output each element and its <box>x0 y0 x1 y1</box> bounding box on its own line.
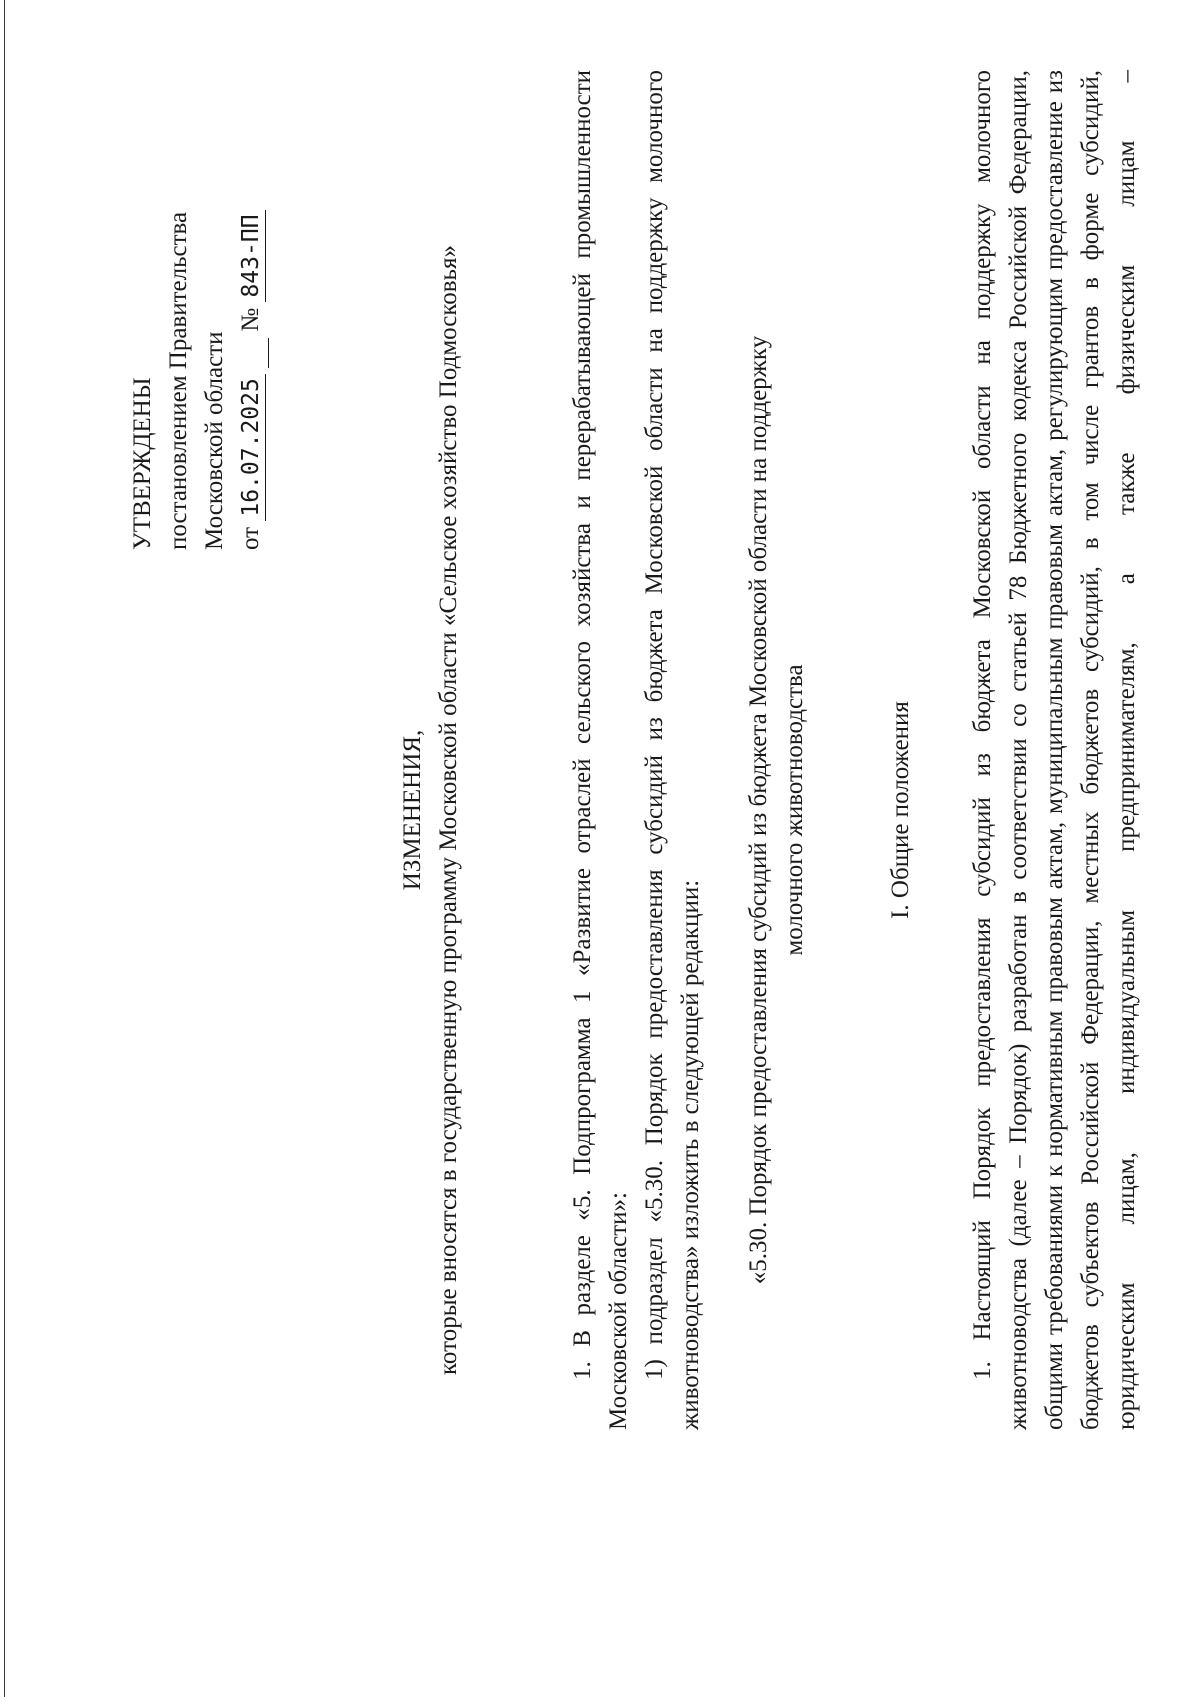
page-edge <box>4 0 5 1697</box>
approval-line-1: постановлением Правительства <box>165 211 192 550</box>
paragraph-2 <box>637 70 709 1430</box>
document-sheet <box>105 60 1185 1560</box>
number-sign: № <box>237 307 264 332</box>
paragraph-2-text: 1) подраздел «5.30. Порядок предоставления субсидий из бюджета Московской области на поддержку молочного животноводства» изложить в следующей редакции: <box>641 70 704 1430</box>
date-value: 16.07.2025 <box>237 374 266 520</box>
document-title <box>395 60 467 1560</box>
paragraph-3 <box>965 70 1145 1430</box>
paragraph-1-text: 1. В разделе «5. Подпрограмма 1 «Развитие отраслей сельского хозяйства и перерабатывающей промышленности Московской области»: <box>569 70 632 1430</box>
paragraph-1 <box>565 70 637 1430</box>
date-prefix: от <box>237 526 264 550</box>
section-title <box>741 60 813 1560</box>
section-title-line-2: молочного животноводства <box>781 664 808 956</box>
chapter-title: I. Общие положения <box>887 701 914 919</box>
section-title-line-1: «5.30. Порядок предоставления субсидий из бюджета Московской области на поддержку <box>745 335 772 1285</box>
number-value: 843-ПП <box>237 210 266 301</box>
approval-date-line <box>233 110 269 550</box>
title-subtitle: которые вносятся в государственную программу Московской области «Сельское хозяйство Подмосковья» <box>435 245 462 1375</box>
date-underline <box>242 338 269 368</box>
title-main: ИЗМЕНЕНИЯ, <box>399 729 426 891</box>
paragraph-3-text: 1. Настоящий Порядок предоставления субсидий из бюджета Московской области на поддержку молочного животноводства (далее – Порядок) разработан в соответствии со статьей 78 Бюджетного кодекса Российской Федерации, общими требованиями к нормативным правовым актам, муниципальным правовым актам, регулирующим предоставление из бюджетов субъектов Российской Федерации, местных бюджетов субсидий, в том числе грантов в форме субсидий, юридическим лицам, индивидуальным предпринимателям, а также физическим лицам – <box>969 70 1140 1430</box>
approval-stamp <box>125 110 269 550</box>
approval-heading: УТВЕРЖДЕНЫ <box>129 377 156 550</box>
approval-line-2: Московской области <box>201 331 228 550</box>
